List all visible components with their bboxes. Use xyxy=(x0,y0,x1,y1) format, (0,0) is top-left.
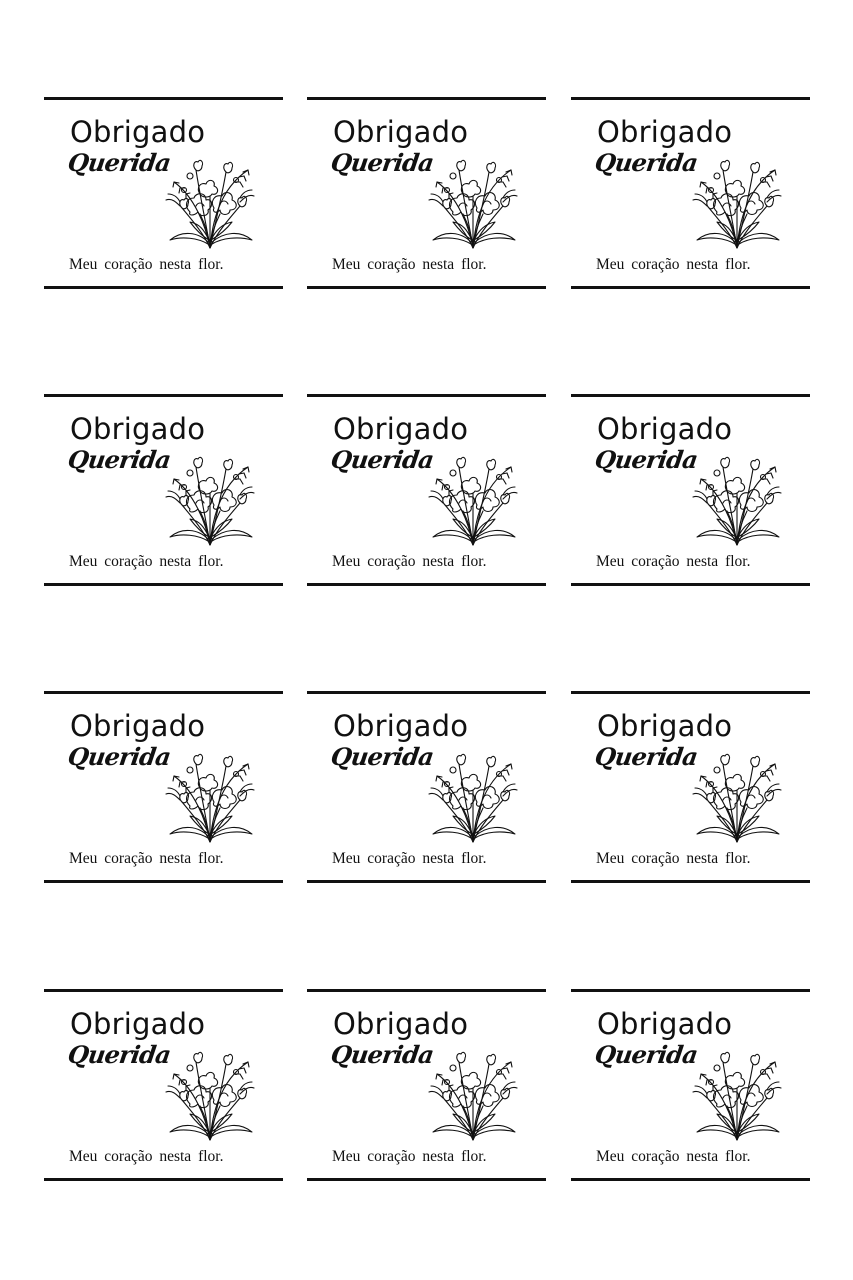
card-subtitle: Querida xyxy=(66,742,173,771)
flower-bouquet-icon xyxy=(160,156,260,250)
card-title: Obrigado xyxy=(597,1007,733,1041)
thank-you-card-12 xyxy=(571,989,810,1181)
card-title: Obrigado xyxy=(597,412,733,446)
thank-you-card-2 xyxy=(307,97,546,289)
flower-bouquet-icon xyxy=(423,1048,523,1142)
thank-you-card-4 xyxy=(44,394,283,586)
card-title: Obrigado xyxy=(70,412,206,446)
card-title: Obrigado xyxy=(333,115,469,149)
card-message: Meu coração nesta flor. xyxy=(596,256,751,273)
flower-bouquet-icon xyxy=(687,1048,787,1142)
card-message: Meu coração nesta flor. xyxy=(332,256,487,273)
flower-bouquet-icon xyxy=(687,750,787,844)
thank-you-card-7 xyxy=(44,691,283,883)
flower-bouquet-icon xyxy=(687,453,787,547)
card-message: Meu coração nesta flor. xyxy=(69,553,224,570)
thank-you-card-6 xyxy=(571,394,810,586)
card-message: Meu coração nesta flor. xyxy=(332,1148,487,1165)
flower-bouquet-icon xyxy=(687,156,787,250)
card-subtitle: Querida xyxy=(329,742,436,771)
thank-you-card-5 xyxy=(307,394,546,586)
card-message: Meu coração nesta flor. xyxy=(69,1148,224,1165)
card-subtitle: Querida xyxy=(593,445,700,474)
flower-bouquet-icon xyxy=(423,156,523,250)
card-message: Meu coração nesta flor. xyxy=(69,256,224,273)
flower-bouquet-icon xyxy=(160,750,260,844)
flower-bouquet-icon xyxy=(160,453,260,547)
card-subtitle: Querida xyxy=(593,742,700,771)
card-title: Obrigado xyxy=(70,1007,206,1041)
flower-bouquet-icon xyxy=(423,453,523,547)
card-title: Obrigado xyxy=(70,115,206,149)
thank-you-card-11 xyxy=(307,989,546,1181)
card-subtitle: Querida xyxy=(329,148,436,177)
thank-you-card-8 xyxy=(307,691,546,883)
thank-you-card-10 xyxy=(44,989,283,1181)
card-message: Meu coração nesta flor. xyxy=(596,850,751,867)
flower-bouquet-icon xyxy=(160,1048,260,1142)
card-title: Obrigado xyxy=(597,115,733,149)
card-title: Obrigado xyxy=(597,709,733,743)
thank-you-card-1 xyxy=(44,97,283,289)
card-title: Obrigado xyxy=(333,412,469,446)
card-subtitle: Querida xyxy=(66,1040,173,1069)
card-message: Meu coração nesta flor. xyxy=(596,1148,751,1165)
thank-you-card-3 xyxy=(571,97,810,289)
card-subtitle: Querida xyxy=(66,445,173,474)
card-title: Obrigado xyxy=(333,1007,469,1041)
card-title: Obrigado xyxy=(333,709,469,743)
card-subtitle: Querida xyxy=(329,445,436,474)
card-subtitle: Querida xyxy=(329,1040,436,1069)
card-message: Meu coração nesta flor. xyxy=(596,553,751,570)
card-subtitle: Querida xyxy=(593,148,700,177)
card-message: Meu coração nesta flor. xyxy=(69,850,224,867)
thank-you-card-9 xyxy=(571,691,810,883)
flower-bouquet-icon xyxy=(423,750,523,844)
card-title: Obrigado xyxy=(70,709,206,743)
card-message: Meu coração nesta flor. xyxy=(332,850,487,867)
card-subtitle: Querida xyxy=(593,1040,700,1069)
card-message: Meu coração nesta flor. xyxy=(332,553,487,570)
card-subtitle: Querida xyxy=(66,148,173,177)
